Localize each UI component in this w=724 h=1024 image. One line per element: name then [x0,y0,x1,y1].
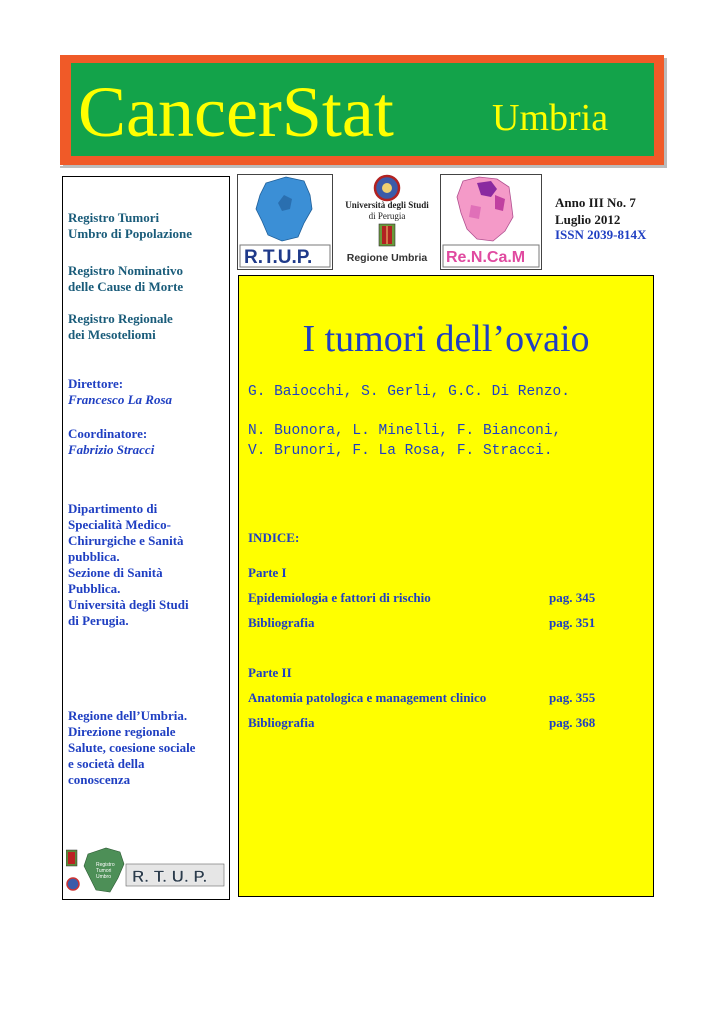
coordinator-label: Coordinatore: [68,426,148,441]
bottom-logo-label: R. T. U. P. [132,867,208,886]
authors-line-3: V. Brunori, F. La Rosa, F. Stracci. [248,443,553,459]
main-panel [238,275,654,897]
index-entry-page: pag. 345 [549,590,596,605]
index-entry-title[interactable]: Bibliografia [248,715,315,730]
department-info: Dipartimento di Specialità Medico- Chirurgiche e Sanità pubblica. Sezione di Sanità Pubblica. Università degli Studi di Perugia. [68,501,189,628]
coordinator-name: Fabrizio Stracci [68,442,155,457]
region-logo-label: Regione Umbria [346,252,428,264]
article-title: I tumori dell’ovaio [302,318,590,360]
index-entry-page: pag. 355 [549,690,596,705]
page-title: CancerStat [78,72,394,152]
rtup-bottom-logo [66,842,226,896]
university-name-2: di Perugia [368,211,406,221]
index-entry-title[interactable]: Bibliografia [248,615,315,630]
svg-text:Tumori: Tumori [96,868,112,874]
divider [60,166,664,168]
part-1-label: Parte I [248,565,287,580]
part-2-label: Parte II [248,665,292,680]
index-entry-page: pag. 351 [549,615,596,630]
rtup-logo [237,174,333,270]
rencam-logo [440,174,542,270]
issue-number: Anno III No. 7 [555,195,636,210]
authors-line-1: G. Baiocchi, S. Gerli, G.C. Di Renzo. [248,384,570,400]
university-logo [338,174,436,270]
issn: ISSN 2039-814X [555,227,647,242]
index-entry-title[interactable]: Epidemiologia e fattori di rischio [248,590,431,605]
university-name-1: Università degli Studi [345,200,429,210]
issue-date: Luglio 2012 [555,212,621,227]
index-entry-page: pag. 368 [549,715,596,730]
rtup-logo-label: R.T.U.P. [244,247,313,268]
svg-text:Umbro: Umbro [96,874,112,880]
rencam-logo-label: Re.N.Ca.M [446,249,526,266]
sidebar-org-mortalita: Registro Nominativo delle Cause di Morte [68,263,184,294]
index-entry-title[interactable]: Anatomia patologica e management clinico [248,690,487,705]
director-label: Direttore: [68,376,124,391]
sidebar-org-mesoteliomi: Registro Regionale dei Mesoteliomi [68,311,173,342]
page-subtitle: Umbria [492,97,609,139]
index-label: INDICE: [248,530,300,545]
authors-line-2: N. Buonora, L. Minelli, F. Bianconi, [248,423,562,439]
director-name: Francesco La Rosa [68,392,172,407]
sidebar-org-tumori: Registro Tumori Umbro di Popolazione [68,210,192,241]
svg-text:Registro: Registro [96,862,115,868]
region-info: Regione dell’Umbria. Direzione regionale Salute, coesione sociale e società della conoscenza [68,708,196,787]
